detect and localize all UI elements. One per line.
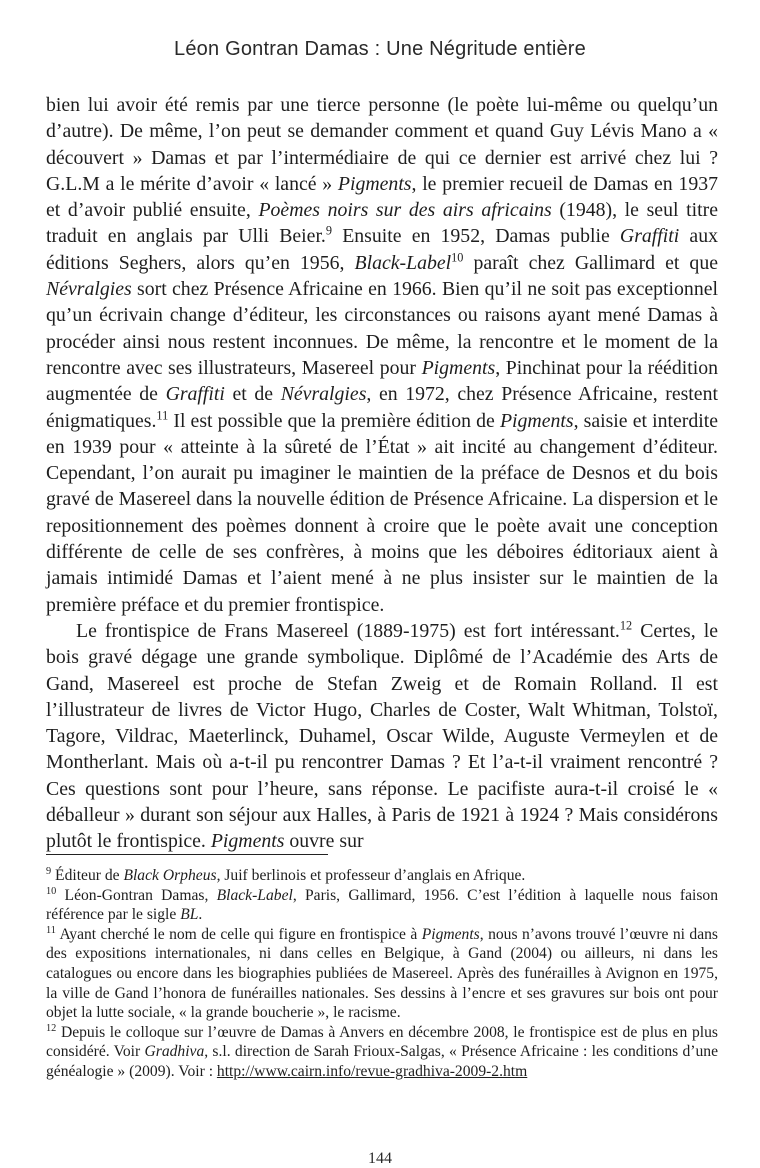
footnote-ref: 9 [325,223,333,238]
footnote-ref: 12 [619,618,633,633]
footnotes [46,866,718,1082]
text-run: Le frontispice de Frans Masereel (1889-1975) est fort intéressant. [76,619,620,642]
body-text [46,92,718,855]
footnote-number: 12 [46,1022,57,1034]
text-run: sort chez Présence Africaine en 1966. Bien qu’il ne soit pas exceptionnel qu’un écrivain change d’éditeur, les circonstances ou raisons ayant mené Damas à procéder ainsi nous restent inconnues. De même, la rencontre et le moment de la rencontre avec ses illustrateurs, Masereel pour [46,278,718,379]
text-run: (1948), le seul titre traduit en anglais par Ulli Beier. [46,199,718,248]
text-run: ouvre sur [284,830,364,853]
text-run: , Juif berlinois et professeur d’anglais en Afrique. [216,867,526,884]
footnote-12 [46,1023,718,1082]
italic-title: Névralgies [46,278,132,301]
text-run: , nous n’avons trouvé l’œuvre ni dans des expositions internationales, ni dans celles en Belgique, à Gand (2004) ou ailleurs, ni dans les catalogues ou encore dans les biographies publiées de Masereel. Après des funérailles à Avignon en 1975, la ville de Gand l’honora de funérailles nationales. Ses dessins à l’encre et ses gravures sur bois ont pour objet la lutte sociale, « la grande boucherie », le racisme. [46,925,718,1022]
italic-title: Black Orpheus [123,867,217,884]
reference-link[interactable]: http://www.cairn.info/revue-gradhiva-2009-2.htm [216,1062,528,1080]
text-run: bien lui avoir été remis par une tierce personne (le poète lui-même ou quelqu’un d’autre). De même, l’on peut se demander comment et quand Guy Lévis Mano a « découvert » Damas et par l’intermédiaire de qui ce dernier est arrivé chez lui ? G.L.M a le mérite d’avoir « lancé » [46,94,718,195]
footnote-10 [46,886,718,925]
italic-title: Graffiti [619,225,680,248]
running-head: Léon Gontran Damas : Une Négritude entière [174,38,586,60]
italic-title: Pigments [337,172,412,195]
text-run: Léon-Gontran Damas, [56,886,217,904]
paragraph [46,618,718,855]
footnote-separator [46,854,328,855]
footnote-9 [46,866,718,886]
text-run: paraît chez Gallimard et que [463,251,718,274]
paragraph [46,92,718,618]
text-run: Il est possible que la première édition de [168,409,500,432]
italic-title: Gradhiva [144,1043,205,1061]
text-run: , saisie et interdite en 1939 pour « atteinte à la sûreté de l’État » ait incité au changement d’éditeur. Cependant, l’on aurait pu imaginer le maintien de la préface de Desnos et du bois gravé de Masereel dans la nouvelle édition de Présence Africaine. La dispersion et le repositionnement des poèmes donnent à croire que le poète avait une conception différente de celle de ses confrères, à moins que les déboires éditoriaux aient à jamais intimidé Damas et l’aient mené à ne plus insister sur le maintien de la première préface et du premier frontispice. [46,409,718,616]
text-run: Certes, le bois gravé dégage une grande symbolique. Diplômé de l’Académie des Arts de Gand, Masereel est proche de Stefan Zweig et de Romain Rolland. Il est l’illustrateur de livres de Victor Hugo, Charles de Coster, Walt Whitman, Tolstoï, Tagore, Vildrac, Maeterlinck, Duhamel, Oscar Wilde, Auguste Vermeylen et de Montherlant. Mais où a-t-il pu rencontrer Damas ? Et l’a-t-il vraiment rencontré ? Ces questions sont pour l’heure, sans réponse. Le pacifiste aura-t-il croisé le « déballeur » durant son séjour aux Halles, à Paris de 1921 à 1924 ? Mais considérons plutôt le frontispice. [46,619,718,853]
text-run: et de [224,383,281,406]
text-run: , s.l. direction de Sarah Frioux-Salgas, « Présence Africaine : les conditions d’une généalogie » (2009). Voir : [46,1043,718,1080]
text-run: , en 1972, chez Présence Africaine, restent énigmatiques. [46,383,718,432]
footnote-ref: 11 [156,407,169,422]
text-run: . [198,906,203,924]
text-run: , Paris, Gallimard, 1956. C’est l’édition à laquelle nous faison référence par le sigle [46,886,718,924]
italic-title: Graffiti [165,383,225,406]
footnote-11 [46,925,718,1023]
text-run: , Pinchinat pour la réédition augmentée de [46,356,718,406]
italic-title: Poèmes noirs sur des airs africains [258,199,552,222]
italic-title: Black-Label [354,251,452,274]
page-number: 144 [368,1150,392,1167]
text-run: Ayant cherché le nom de celle qui figure en frontispice à [55,925,422,943]
italic-sigle: BL [180,906,199,924]
text-run: Depuis le colloque sur l’œuvre de Damas à Anvers en décembre 2008, le frontispice est de plus en plus considéré. Voir [46,1023,718,1061]
text-run: aux éditions Seghers, alors qu’en 1956, [46,225,718,274]
text-run: , le premier recueil de Damas en 1937 et d’avoir publié ensuite, [46,172,718,222]
italic-title: Pigments [210,830,285,853]
text-run: Éditeur de [51,867,124,884]
footnote-number: 9 [46,865,52,877]
italic-title: Pigments [499,409,574,432]
italic-title: Pigments [421,356,496,379]
footnote-ref: 10 [451,250,464,265]
italic-title: Black-Label [216,886,293,904]
italic-title: Pigments [421,925,480,943]
italic-title: Névralgies [280,383,367,406]
footnote-number: 10 [46,885,57,897]
text-run: Ensuite en 1952, Damas publie [332,225,620,248]
footnote-number: 11 [46,924,56,936]
